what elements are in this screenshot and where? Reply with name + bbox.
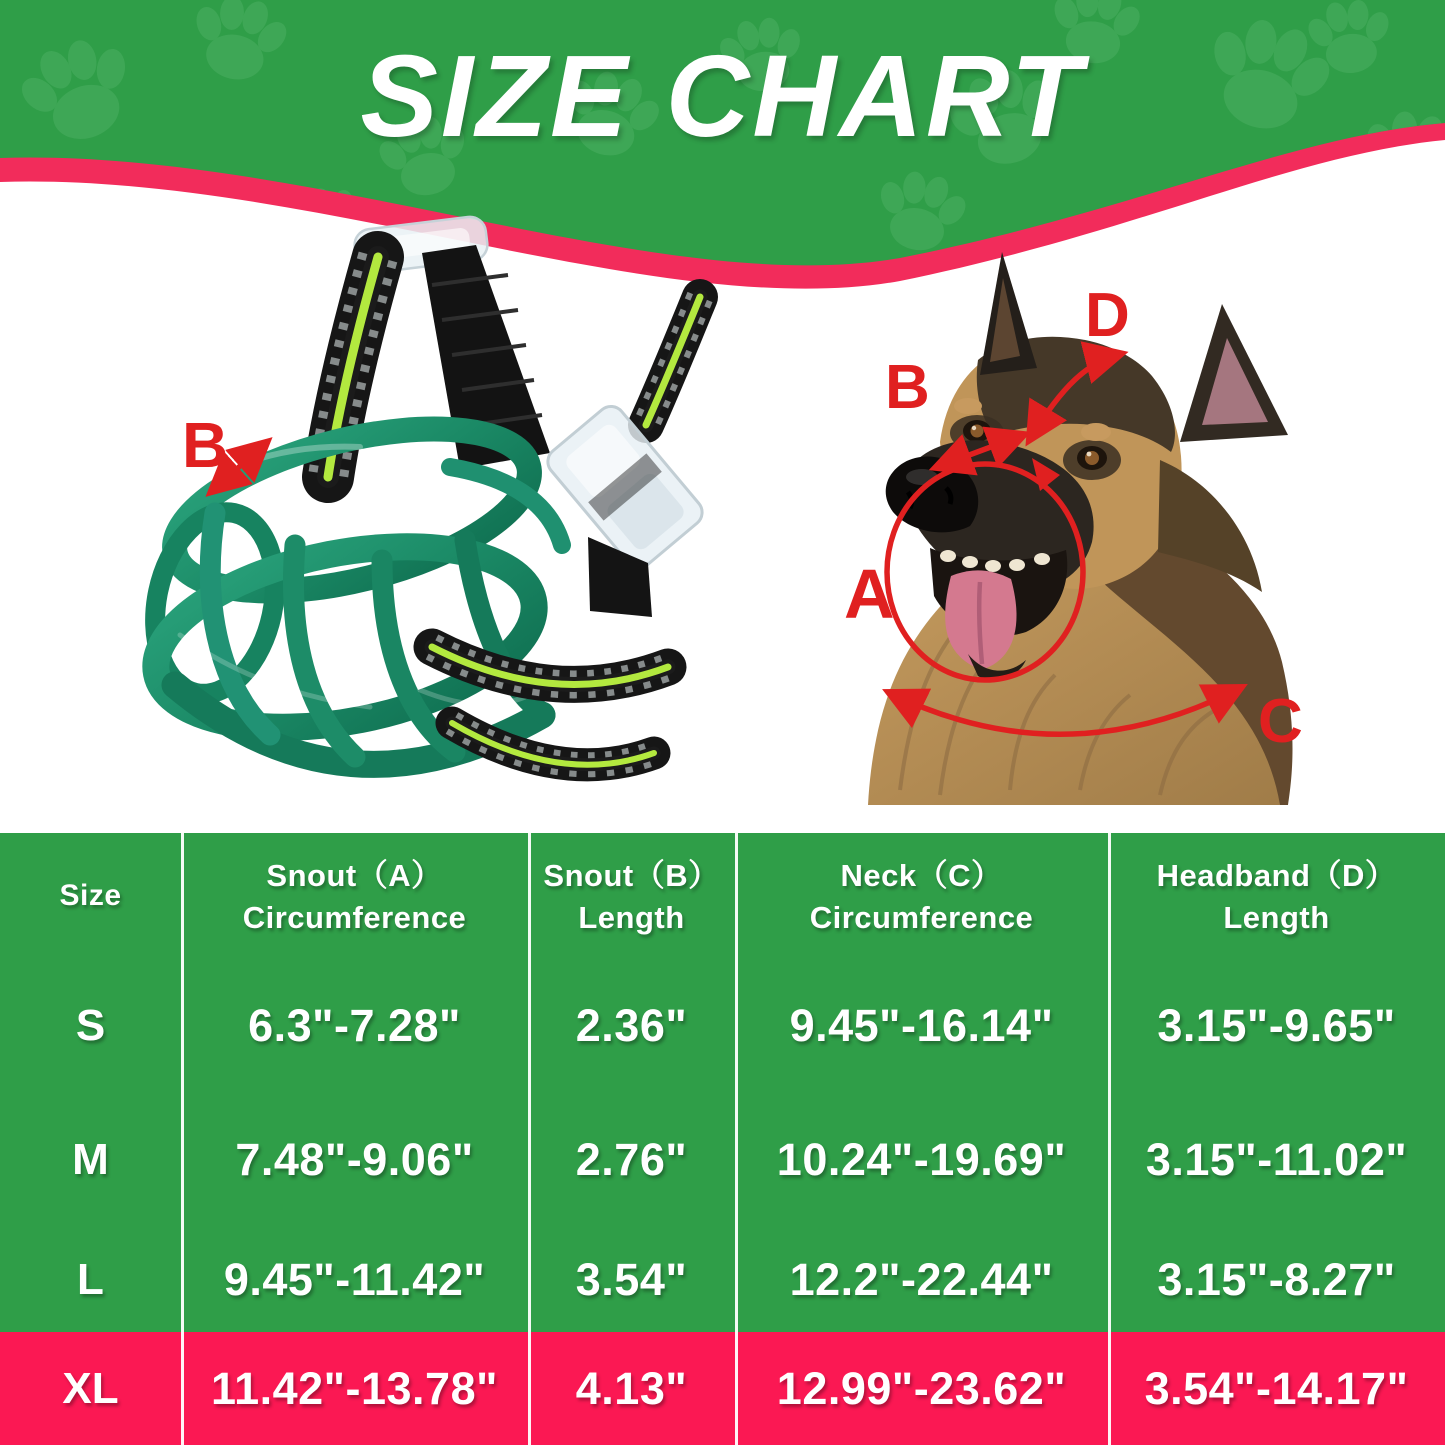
table-cell: 11.42"-13.78" — [211, 1362, 498, 1414]
size-label-l: L — [77, 1255, 104, 1304]
table-cell: 12.99"-23.62" — [776, 1362, 1067, 1414]
dog-brow — [954, 398, 982, 414]
size-label-m: M — [72, 1135, 109, 1184]
adjuster-strap — [646, 297, 700, 425]
table-cell: 9.45"-11.42" — [223, 1254, 486, 1305]
table-cell: 9.45"-16.14" — [789, 1000, 1054, 1051]
header-text: Snout（B） — [543, 857, 720, 893]
table-cell: 2.76" — [575, 1134, 688, 1185]
column-header-snout-b — [528, 833, 735, 960]
dog-label-b: B — [885, 353, 930, 422]
table-cell: 3.15"-11.02" — [1145, 1134, 1408, 1185]
dog-label-a: A — [844, 555, 895, 633]
table-grid — [0, 833, 1445, 1445]
dog-measurement-photo — [830, 230, 1445, 840]
header-text: Snout（A） — [266, 857, 443, 893]
size-table — [0, 833, 1445, 1445]
header-text: Length — [578, 899, 685, 935]
neck-strap-lower — [452, 723, 654, 765]
table-cell: 3.54"-14.17" — [1144, 1362, 1409, 1414]
table-cell: 6.3"-7.28" — [248, 1000, 461, 1051]
header-text: Circumference — [809, 899, 1034, 935]
table-cell: 2.36" — [575, 1000, 688, 1051]
header-text: Neck（C） — [840, 857, 1003, 893]
size-label-xl: XL — [62, 1363, 119, 1413]
column-header-snout-a — [181, 833, 528, 960]
column-header-headband-d — [1108, 833, 1445, 960]
table-cell: 12.2"-22.44" — [789, 1254, 1054, 1305]
eye-glint — [1087, 452, 1092, 457]
muzzle-product-photo — [120, 215, 750, 840]
muzzle-label-b: B — [182, 409, 229, 481]
table-cell: 10.24"-19.69" — [776, 1134, 1067, 1185]
table-cell: 3.15"-9.65" — [1157, 1000, 1396, 1051]
neck-strap-upper — [432, 647, 668, 684]
header-text: Circumference — [242, 899, 467, 935]
page-title: SIZE CHART — [360, 31, 1085, 161]
size-label-s: S — [75, 1001, 106, 1050]
dog-brow — [1081, 423, 1111, 441]
dog-label-c: C — [1258, 687, 1303, 756]
table-cell: 3.15"-8.27" — [1157, 1254, 1396, 1305]
header-text: Length — [1223, 899, 1330, 935]
tongue-crease — [979, 582, 982, 664]
table-cell: 4.13" — [575, 1362, 688, 1414]
table-cell: 7.48"-9.06" — [235, 1134, 474, 1185]
header-text: Headband（D） — [1156, 857, 1397, 893]
column-header-neck-c — [735, 833, 1108, 960]
header-text: Size — [59, 879, 122, 913]
table-cell: 3.54" — [575, 1254, 688, 1305]
eye-glint — [972, 426, 976, 430]
column-header-size — [0, 833, 181, 960]
dog-label-d: D — [1085, 281, 1130, 350]
